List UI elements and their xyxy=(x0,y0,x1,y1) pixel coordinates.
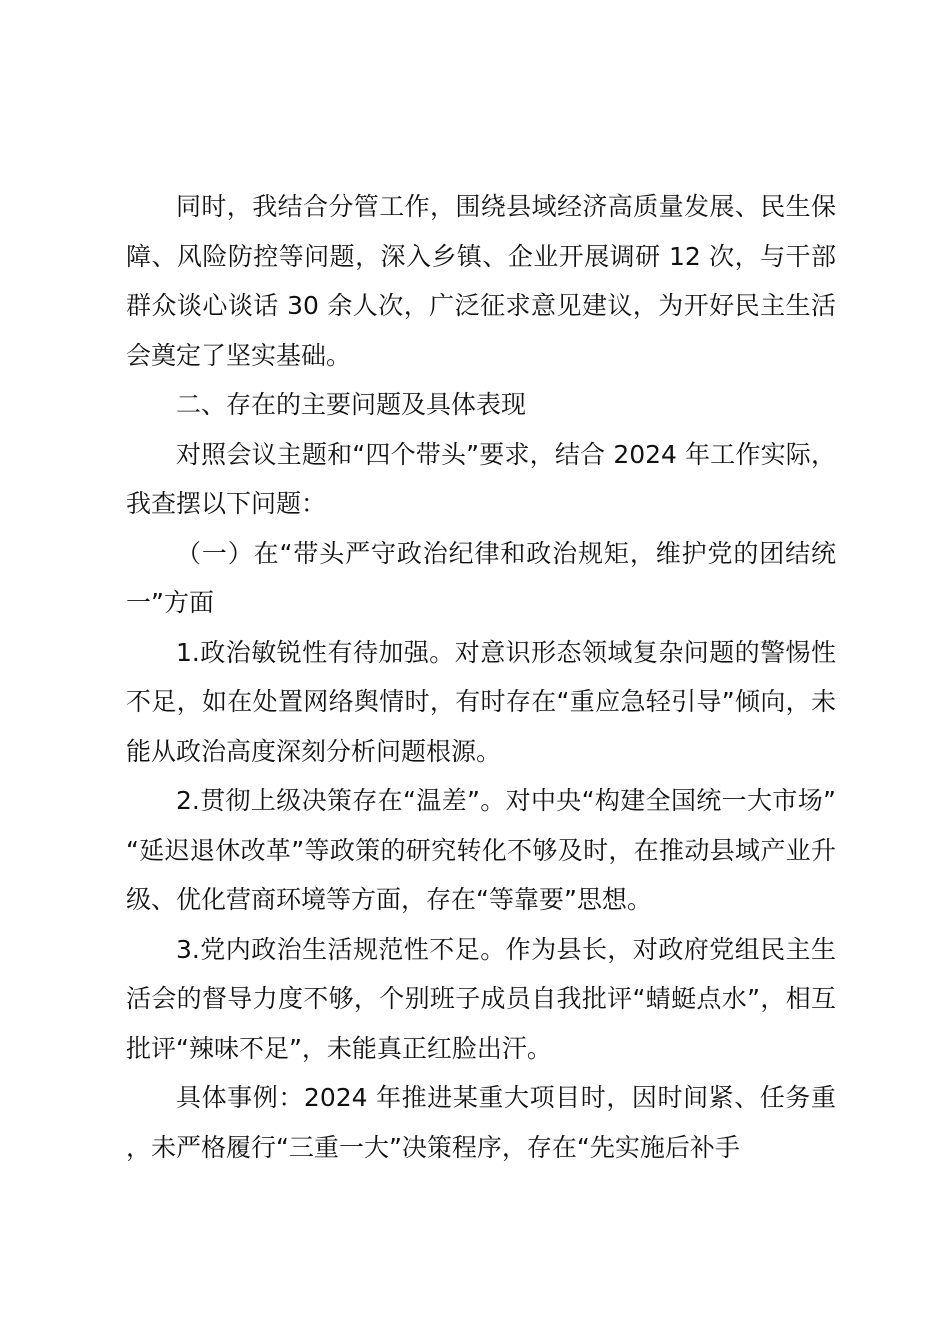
document-body xyxy=(126,182,836,1172)
paragraph-specific-example: 具体事例：2024 年推进某重大项目时，因时间紧、任务重，未严格履行“三重一大”决策程序，存在“先实施后补手 xyxy=(126,1083,836,1162)
paragraph-problem-3: 3.党内政治生活规范性不足。作为县长，对政府党组民主生活会的督导力度不够，个别班子成员自我批评“蜻蜓点水”，相互批评“辣味不足”，未能真正红脸出汗。 xyxy=(126,934,836,1063)
paragraph-problem-intro: 对照会议主题和“四个带头”要求，结合 2024 年工作实际，我查摆以下问题： xyxy=(126,439,836,518)
subsection-heading-political-discipline: （一）在“带头严守政治纪律和政治规矩，维护党的团结统一”方面 xyxy=(126,538,836,617)
section-heading-main-problems: 二、存在的主要问题及具体表现 xyxy=(176,390,527,419)
paragraph-problem-2: 2.贯彻上级决策存在“温差”。对中央“构建全国统一大市场”“延迟退休改革”等政策的研究转化不够及时，在推动县域产业升级、优化营商环境等方面，存在“等靠要”思想。 xyxy=(126,786,836,914)
paragraph-research-summary: 同时，我结合分管工作，围绕县域经济高质量发展、民生保障、风险防控等问题，深入乡镇、企业开展调研 12 次，与干部群众谈心谈话 30 余人次，广泛征求意见建议，为开好民主生活会奠定了坚实基础。 xyxy=(126,192,836,370)
paragraph-problem-1: 1.政治敏锐性有待加强。对意识形态领域复杂问题的警惕性不足，如在处置网络舆情时，有时存在“重应急轻引导”倾向，未能从政治高度深刻分析问题根源。 xyxy=(126,637,836,766)
